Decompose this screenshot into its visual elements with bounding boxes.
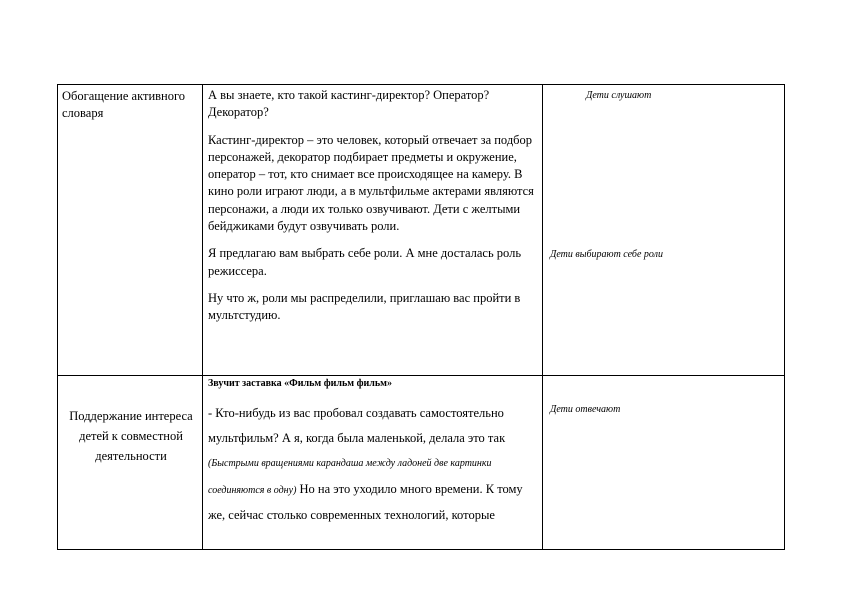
teacher-remark: (Быстрыми вращениями карандаша между ладоней две картинки соединяются в одну) <box>208 458 492 496</box>
sound-cue-heading: Звучит заставка «Фильм фильм фильм» <box>208 378 392 389</box>
children-activity: Дети слушают <box>586 90 652 101</box>
teacher-text: Но на это уходило много времени. К тому же, сейчас столько современных технологий, которые <box>208 481 523 522</box>
row-divider <box>58 375 784 376</box>
children-activity: Дети выбирают себе роли <box>550 249 663 260</box>
column-divider <box>202 85 203 549</box>
lesson-table <box>57 84 785 550</box>
teacher-paragraph: Ну что ж, роли мы распределили, приглашаю вас пройти в мультстудию. <box>208 290 521 323</box>
teacher-paragraph <box>208 401 538 528</box>
children-activity: Дети отвечают <box>550 404 621 415</box>
stage-cell-2 <box>66 406 196 466</box>
teacher-text: - Кто-нибудь из вас пробовал создавать самостоятельно мультфильм? А я, когда была маленькой, делала это так <box>208 406 506 445</box>
teacher-paragraph: А вы знаете, кто такой кастинг-директор? Оператор? Декоратор? <box>208 88 490 120</box>
teacher-paragraph: Я предлагаю вам выбрать себе роли. А мне досталась роль режиссера. <box>208 246 522 278</box>
stage-cell-1 <box>62 88 200 122</box>
teacher-paragraph: Кастинг-директор – это человек, который отвечает за подбор персонажей, декоратор подбирает предметы и окружение, оператор – тот, кто снимает все происходящее на камеру. В кино роли играют люди, а в мультфильме актерами являются персонажи, а люди их только озвучивают. Дети с желтыми бейджиками будут озвучивать роли. <box>208 132 534 234</box>
stage-label: Обогащение активного словаря <box>62 89 186 120</box>
column-divider <box>542 85 543 549</box>
teacher-cell-1 <box>208 87 536 325</box>
teacher-cell-2 <box>208 377 538 528</box>
stage-label: Поддержание интереса детей к совместной деятельности <box>69 409 193 463</box>
